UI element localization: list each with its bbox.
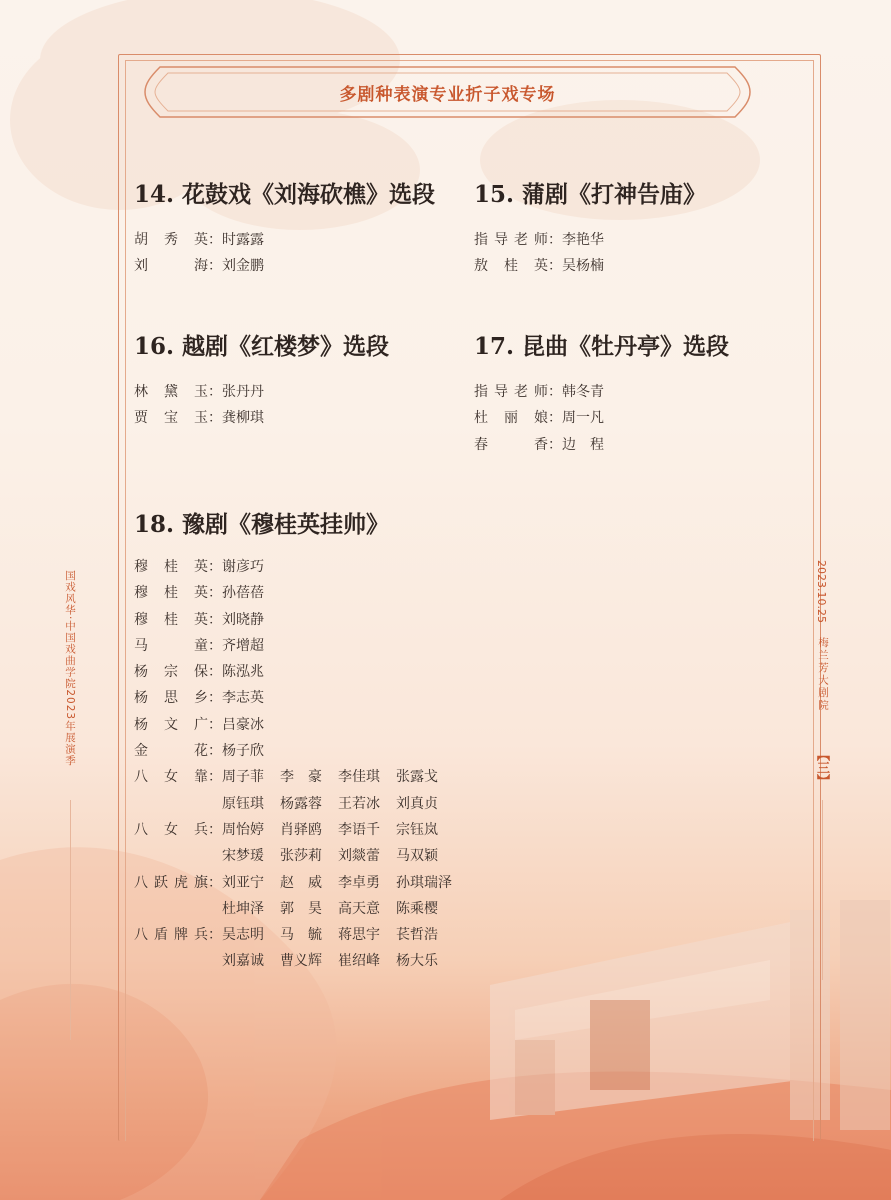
cast-row [134,764,454,790]
performer-name: 马双颖 [396,848,438,865]
role-name: 八女靠 [134,769,208,786]
page-number: 【三】 [814,748,829,787]
performer-name: 原钰琪 [222,795,264,812]
role-name: 杜丽娘 [474,410,548,427]
role-name: 贾宝玉 [134,410,208,427]
cast-row [474,379,620,405]
cast-list-16 [134,379,280,432]
cast-row [134,659,454,685]
role-name: 马童 [134,637,208,654]
performance-date: 2023.10.25 [815,560,828,623]
cast-row [134,712,454,738]
cast-list-17 [474,379,620,458]
role-name: 穆桂英 [134,585,208,602]
performer-name: 李语千 [338,821,380,838]
cast-row [134,607,454,633]
performer-name: 马 毓 [280,927,322,944]
role-colon: ： [548,384,562,400]
role-colon [208,896,222,922]
role-colon: ： [208,716,222,733]
cast-row [474,253,620,279]
performer-name: 刘燚蕾 [338,848,380,865]
cast-row [134,227,280,253]
cast-row [134,738,454,764]
role-colon: ： [208,927,222,944]
performer-name: 齐增超 [222,637,264,654]
performer-name: 苌哲浩 [396,927,438,944]
cast-row [134,843,454,869]
performer-name: 时露露 [222,232,264,248]
role-name: 杨宗保 [134,664,208,681]
role-colon: ： [208,769,222,786]
cast-row [134,554,454,580]
performer-name: 龚柳琪 [222,410,264,427]
role-colon: ： [208,410,222,427]
role-colon: ： [208,821,222,838]
cast-list-14 [134,227,280,280]
role-colon: ： [208,611,222,628]
role-colon [208,843,222,869]
section-title-14: 14. 花鼓戏《刘海砍樵》选段 [134,181,436,208]
role-name: 穆桂英 [134,611,208,628]
performer-name: 李 豪 [280,769,322,786]
performer-name: 边 程 [562,436,604,453]
performer-name: 杜坤泽 [222,900,264,917]
section-title-16: 16. 越剧《红楼梦》选段 [134,333,390,360]
performer-name: 杨大乐 [396,953,438,970]
cast-list-18 [134,554,454,975]
role-name: 杨思乡 [134,690,208,707]
role-colon: ： [548,258,562,275]
cast-row [134,685,454,711]
performer-name: 谢彦巧 [222,559,264,575]
cast-row [134,922,454,948]
performer-name: 宗钰岚 [396,821,438,838]
section-title-18: 18. 豫剧《穆桂英挂帅》 [134,511,390,538]
role-colon [208,948,222,974]
cast-row [134,817,454,843]
role-colon: ： [208,743,222,760]
role-colon: ： [208,637,222,654]
performer-name: 肖驿鸥 [280,821,322,838]
performer-name: 杨子欣 [222,743,264,760]
performer-name: 赵 威 [280,874,322,891]
performer-name: 孙琪瑞泽 [396,874,452,891]
performer-name: 陈乘樱 [396,900,438,917]
performer-name: 刘真贞 [396,795,438,812]
role-name [134,791,208,817]
cast-row [134,379,280,405]
performer-name: 宋梦瑗 [222,848,264,865]
performer-name: 高天意 [338,900,380,917]
performer-name: 吴志明 [222,927,264,944]
venue-name: 梅兰芳大剧院 [817,637,829,712]
performer-name: 刘嘉诚 [222,953,264,970]
cast-row [134,948,454,974]
role-name: 林黛玉 [134,384,208,400]
role-name: 八盾牌兵 [134,927,208,944]
section-title-15: 15. 蒲剧《打神告庙》 [474,181,707,208]
role-name: 春香 [474,436,548,453]
cast-row [134,870,454,896]
role-name [134,843,208,869]
role-colon: ： [208,690,222,707]
performer-name: 蒋思宇 [338,927,380,944]
role-name [134,896,208,922]
performer-name: 韩冬青 [562,384,604,400]
role-colon: ： [208,384,222,400]
performer-name: 杨露蓉 [280,795,322,812]
role-name: 指导老师 [474,232,548,248]
role-name: 杨文广 [134,716,208,733]
performer-name: 李卓勇 [338,874,380,891]
performer-name: 张丹丹 [222,384,264,400]
cast-row [134,405,280,431]
performer-name: 李佳琪 [338,769,380,786]
event-series-label: 国戏风华·中国戏曲学院2023年展演季 [64,570,76,767]
role-name: 胡秀英 [134,232,208,248]
cast-row [474,432,620,458]
cast-row [134,633,454,659]
performer-name: 张莎莉 [280,848,322,865]
role-colon: ： [548,436,562,453]
role-colon: ： [208,664,222,681]
performer-name: 孙蓓蓓 [222,585,264,602]
role-colon: ： [548,232,562,248]
cast-list-15 [474,227,620,280]
role-colon [208,791,222,817]
cast-row [474,227,620,253]
performer-name: 李艳华 [562,232,604,248]
performer-name: 周怡婷 [222,821,264,838]
role-name: 穆桂英 [134,559,208,575]
performer-name: 吴杨楠 [562,258,604,275]
performer-name: 曹义辉 [280,953,322,970]
performer-name: 崔绍峰 [338,953,380,970]
performer-name: 周子菲 [222,769,264,786]
cast-row [134,896,454,922]
performer-name: 刘金鹏 [222,258,264,275]
role-colon: ： [208,559,222,575]
performer-name: 陈泓兆 [222,664,264,681]
performer-name: 吕豪冰 [222,716,264,733]
role-colon: ： [548,410,562,427]
performer-name: 周一凡 [562,410,604,427]
role-name: 八跃虎旗 [134,874,208,891]
performer-name: 刘晓静 [222,611,264,628]
side-divider-left [70,800,71,1040]
section-title-17: 17. 昆曲《牡丹亭》选段 [474,333,730,360]
performer-name: 郭 昊 [280,900,322,917]
role-name: 指导老师 [474,384,548,400]
role-colon: ： [208,258,222,275]
role-name [134,948,208,974]
role-colon: ： [208,585,222,602]
side-divider-right [822,800,823,980]
role-colon: ： [208,874,222,891]
cast-row [134,580,454,606]
role-name: 金花 [134,743,208,760]
performer-name: 王若冰 [338,795,380,812]
performer-name: 张露戈 [396,769,438,786]
performer-name: 李志英 [222,690,264,707]
performer-name: 刘亚宁 [222,874,264,891]
role-name: 刘海 [134,258,208,275]
role-colon: ： [208,232,222,248]
cast-row [134,253,280,279]
cast-row [474,405,620,431]
role-name: 八女兵 [134,821,208,838]
role-name: 敖桂英 [474,258,548,275]
banner-title: 多剧种表演专业折子戏专场 [339,85,556,105]
cast-row [134,791,454,817]
